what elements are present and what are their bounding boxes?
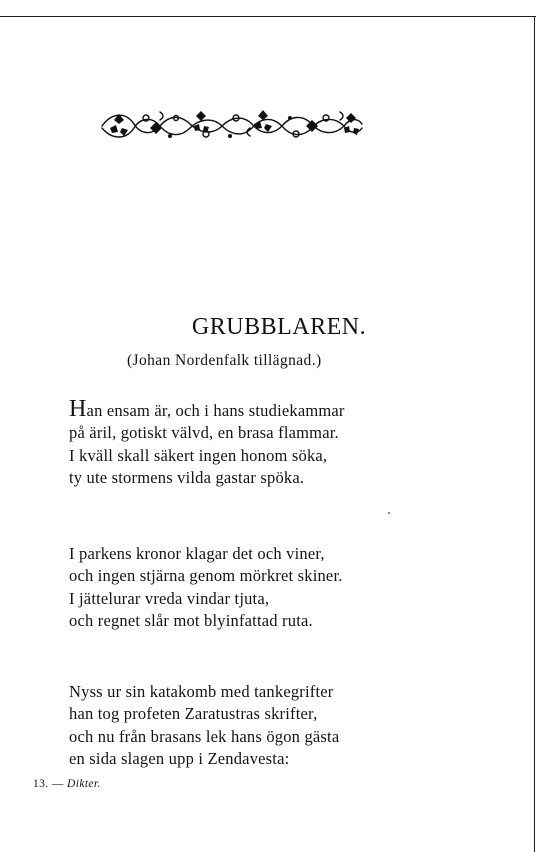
verse-line: I parkens kronor klagar det och viner, [69, 544, 325, 563]
verse-line: och regnet slår mot blyinfattad ruta. [69, 610, 313, 630]
verse-line: en sida slagen upp i Zendavesta: [69, 748, 290, 768]
top-border-rule [0, 16, 536, 17]
stanza-2 [69, 543, 343, 632]
verse-line: han tog profeten Zaratustras skrifter, [69, 704, 318, 724]
stanza-1 [69, 396, 345, 489]
verse-line: I jättelurar vreda vindar tjuta, [69, 588, 270, 608]
stanza-3 [69, 681, 339, 770]
signature-work: Dikter. [67, 778, 101, 790]
floral-ornament-headpiece [100, 106, 364, 146]
verse-line: och ingen stjärna genom mörkret skiner. [69, 566, 343, 586]
print-speck [388, 512, 390, 514]
verse-line: Nyss ur sin katakomb med tankegrifter [69, 682, 334, 701]
verse-line: ty ute stormens vilda gastar spöka. [69, 467, 305, 487]
poem-dedication: (Johan Nordenfalk tillägnad.) [127, 352, 322, 369]
verse-line: och nu från brasans lek hans ögon gästa [69, 726, 340, 746]
verse-line: på äril, gotiskt välvd, en brasa flammar. [69, 423, 339, 443]
signature-number: 13. — [33, 778, 64, 790]
verse-line [69, 396, 345, 422]
drop-initial: H [69, 396, 87, 422]
signature-mark [33, 778, 101, 790]
right-border-rule [534, 16, 535, 852]
verse-line: I kväll skall säkert ingen honom söka, [69, 445, 328, 465]
verse-line-text: an ensam är, och i hans studiekammar [86, 401, 345, 420]
poem-title: GRUBBLAREN. [191, 314, 367, 340]
